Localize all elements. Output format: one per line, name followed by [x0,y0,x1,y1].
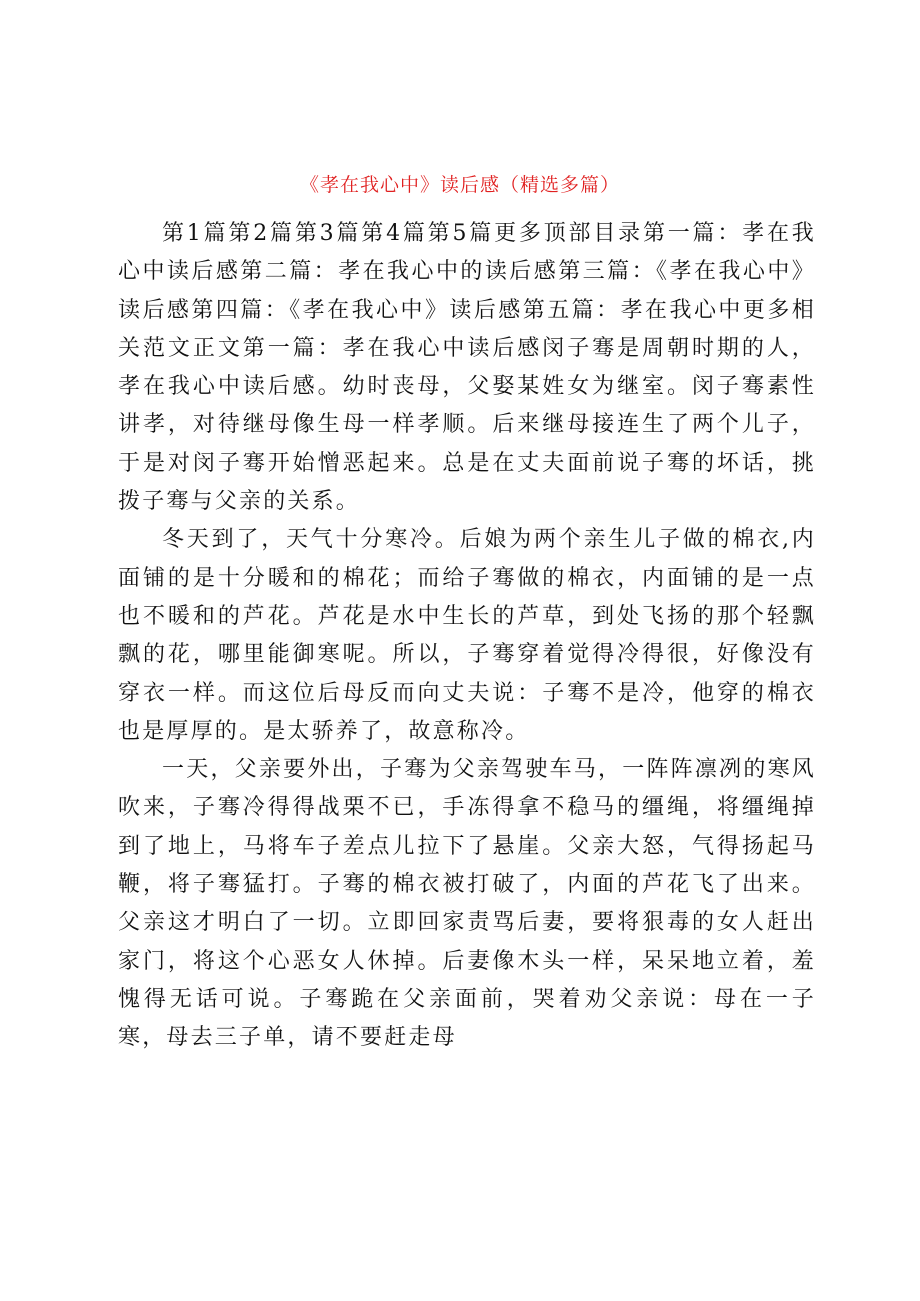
document-title: 《孝在我心中》读后感（精选多篇） [299,174,620,196]
paragraph-1: 第1篇第2篇第3篇第4篇第5篇更多顶部目录第一篇：孝在我心中读后感第二篇：孝在我心中的读后感第三篇：《孝在我心中》读后感第四篇：《孝在我心中》读后感第五篇：孝在我心中更多相关范文正文第一篇：孝在我心中读后感闵子骞是周朝时期的人，孝在我心中读后感。幼时丧母，父娶某姓女为继室。闵子骞素性讲孝，对待继母像生母一样孝顺。后来继母接连生了两个儿子，于是对闵子骞开始憎恶起来。总是在丈夫面前说子骞的坏话，挑拨子骞与父亲的关系。 [118,221,816,515]
paragraph-3: 一天，父亲要外出，子骞为父亲驾驶车马，一阵阵凛冽的寒风吹来，子骞冷得得战栗不已，手冻得拿不稳马的缰绳，将缰绳掉到了地上，马将车子差点儿拉下了悬崖。父亲大怒，气得扬起马鞭，将子骞猛打。子骞的棉衣被打破了，内面的芦花飞了出来。父亲这才明白了一切。立即回家责骂后妻，要将狠毒的女人赶出家门，将这个心恶女人休掉。后妻像木头一样，呆呆地立着，羞愧得无话可说。子骞跪在父亲面前，哭着劝父亲说：母在一子寒，母去三子单，请不要赶走母 [118,757,816,1051]
document-body [118,215,816,1058]
paragraph-2: 冬天到了，天气十分寒冷。后娘为两个亲生儿子做的棉衣,内面铺的是十分暖和的棉花；而给子骞做的棉衣，内面铺的是一点也不暖和的芦花。芦花是水中生长的芦草，到处飞扬的那个轻飘飘的花，哪里能御寒呢。所以，子骞穿着觉得冷得很，好像没有穿衣一样。而这位后母反而向丈夫说：子骞不是冷，他穿的棉衣也是厚厚的。是太骄养了，故意称冷。 [118,527,816,744]
